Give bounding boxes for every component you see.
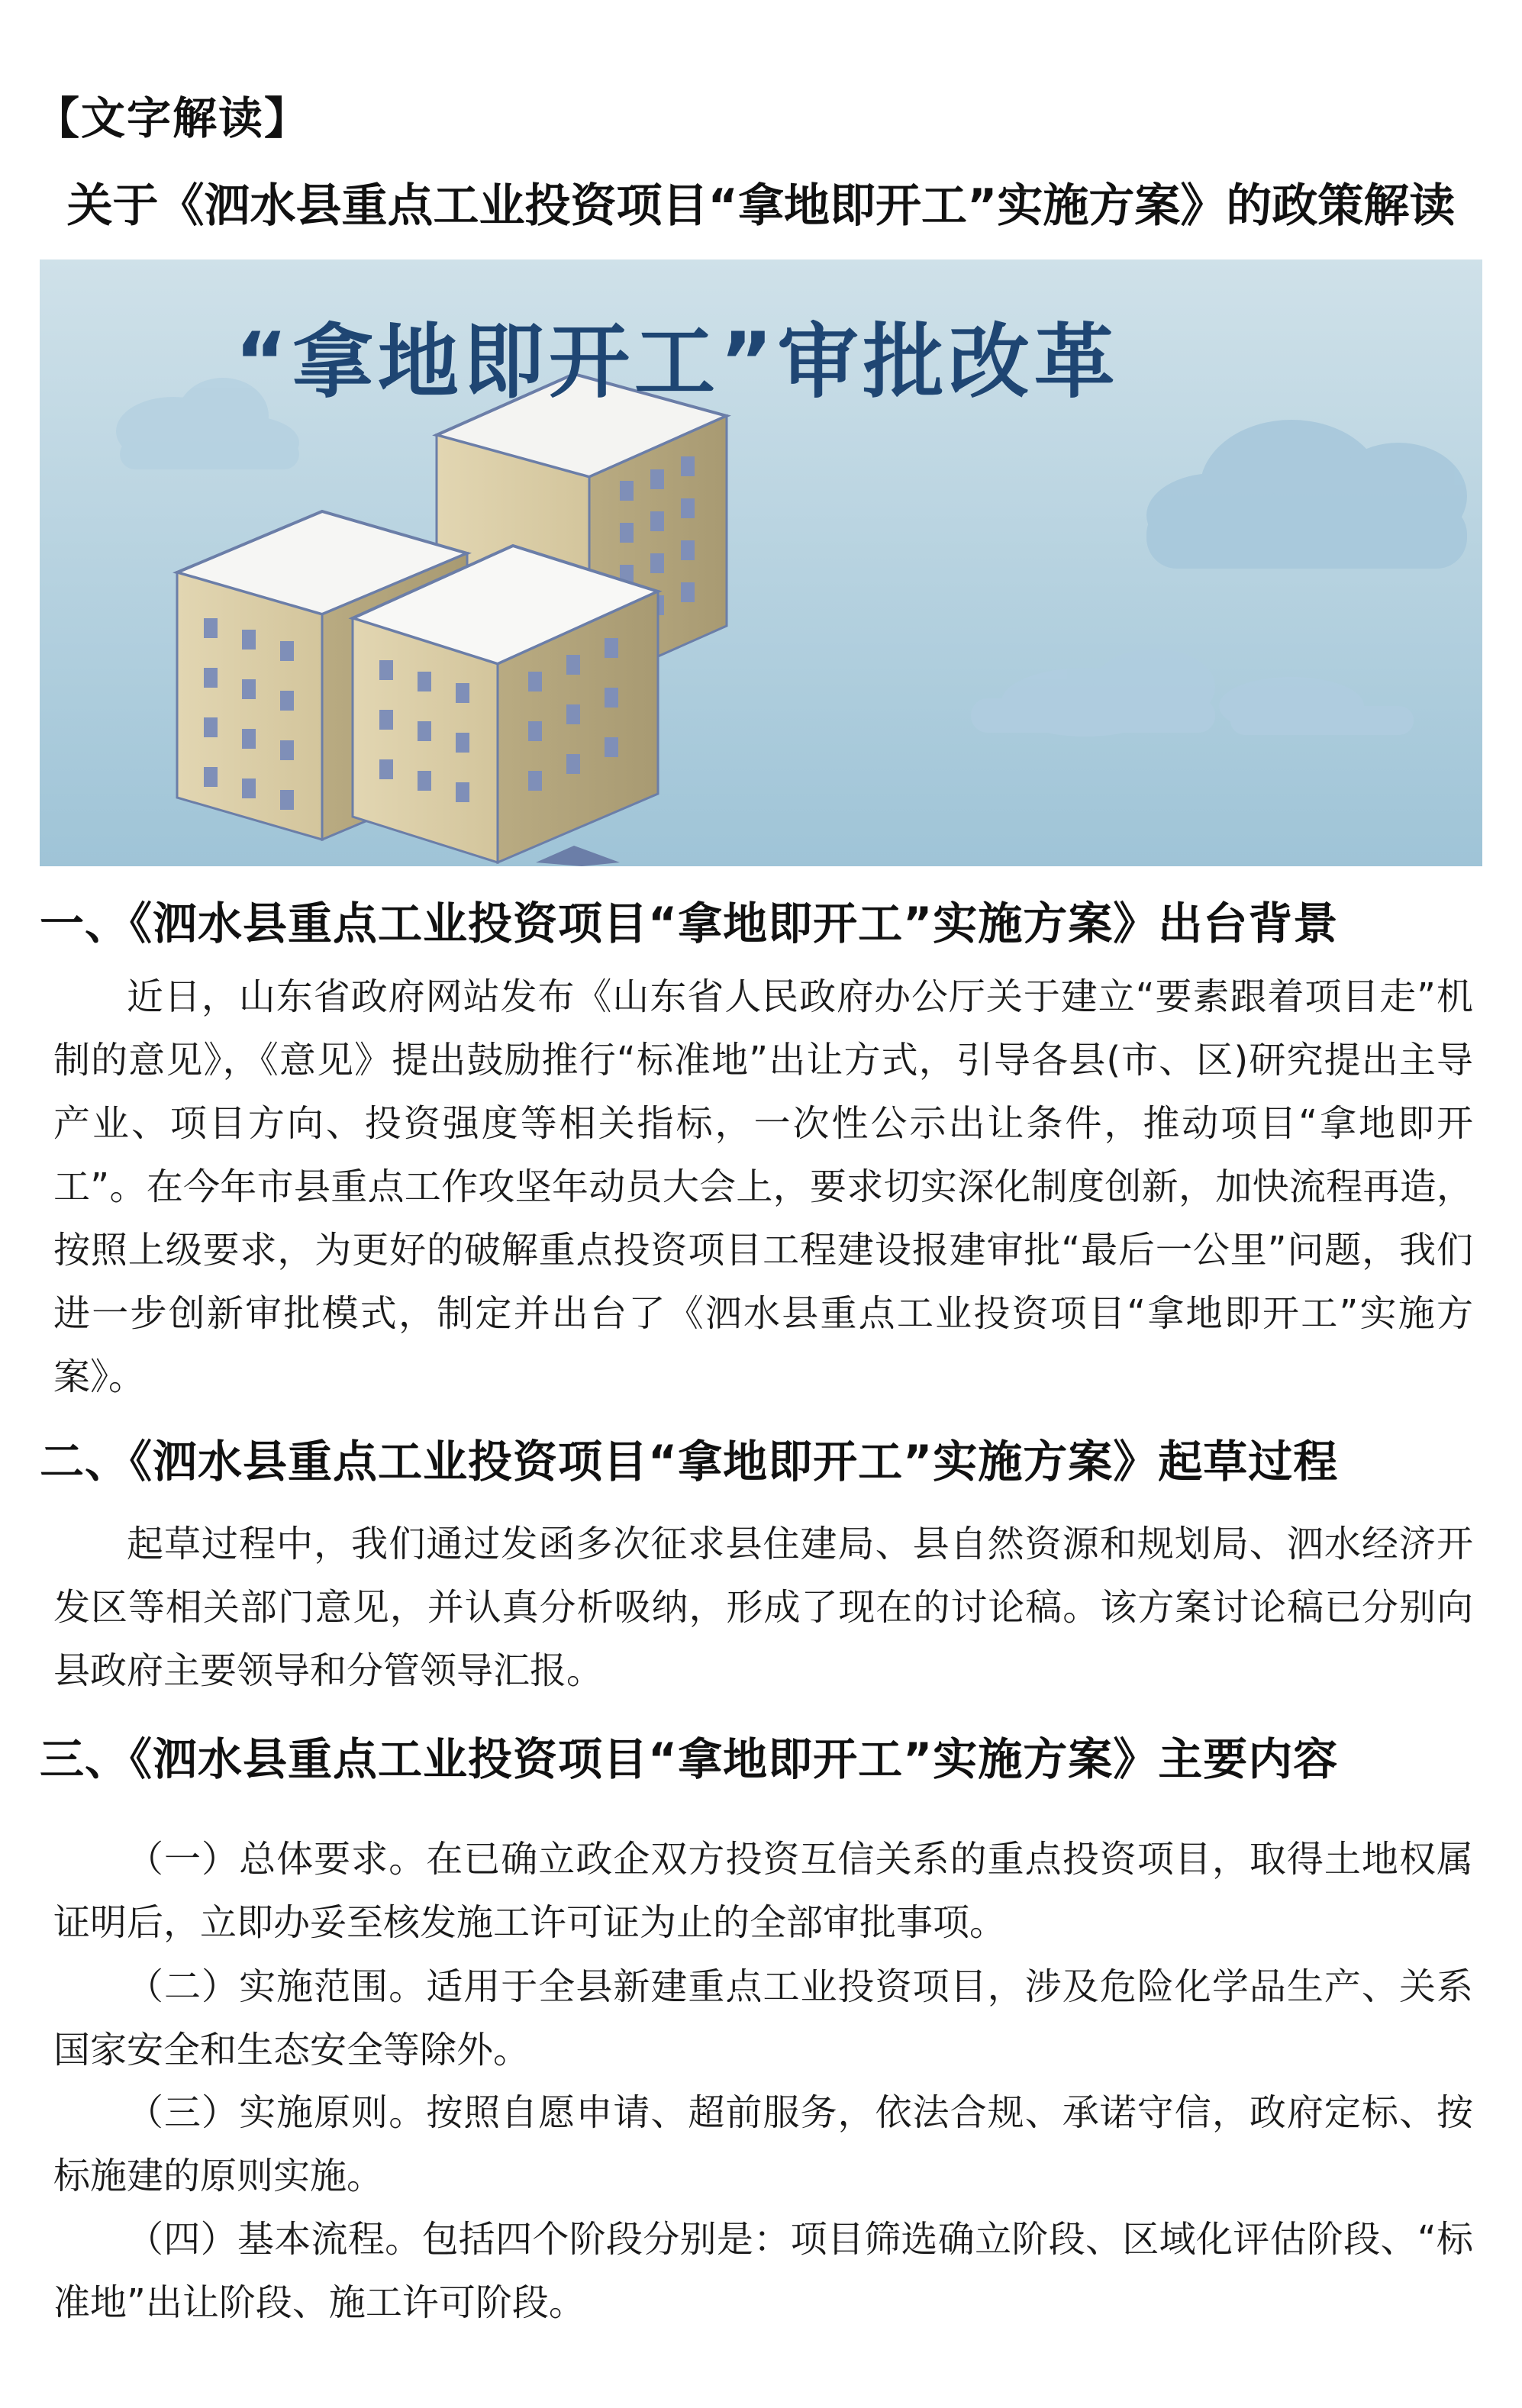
article-title: 关于《泗水县重点工业投资项目“拿地即开工”实施方案》的政策解读 (66, 179, 1456, 233)
content-item: （四）基本流程。包括四个阶段分别是：项目筛选确立阶段、区域化评估阶段、“标准地”出让阶段、施工许可阶段。 (53, 2218, 1473, 2324)
section-paragraph: 起草过程中，我们通过发函多次征求县住建局、县自然资源和规划局、泗水经济开发区等相关部门意见，并认真分析吸纳，形成了现在的讨论稿。该方案讨论稿已分别向县政府主要领导和分管领导汇报。 (53, 1523, 1473, 1692)
section-paragraph: 近日，山东省政府网站发布《山东省人民政府办公厅关于建立“要素跟着项目走”机制的意见》，《意见》提出鼓励推行“标准地”出让方式，引导各县(市、区)研究提出主导产业、项目方向、投资强度等相关指标，一次性公示出让条件，推动项目“拿地即开工”。在今年市县重点工作攻坚年动员大会上，要求切实深化制度创新，加快流程再造，按照上级要求，为更好的破解重点投资项目工程建设报建审批“最后一公里”问题，我们进一步创新审批模式，制定并出台了《泗水县重点工业投资项目“拿地即开工”实施方案》。 (53, 975, 1473, 1398)
section-heading-background: 一、《泗水县重点工业投资项目“拿地即开工”实施方案》出台背景 (40, 898, 1339, 949)
section-heading-content: 三、《泗水县重点工业投资项目“拿地即开工”实施方案》主要内容 (40, 1733, 1339, 1785)
banner-title: “拿地即开工”审批改革 (234, 315, 1120, 409)
content-item: （一）总体要求。在已确立政企双方投资互信关系的重点投资项目，取得土地权属证明后，立即办妥至核发施工许可证为止的全部审批事项。 (53, 1838, 1473, 1944)
article-tag: 【文字解读】 (35, 92, 311, 144)
content-item: （三）实施原则。按照自愿申请、超前服务，依法合规、承诺守信，政府定标、按标施建的原则实施。 (53, 2091, 1473, 2197)
content-item: （二）实施范围。适用于全县新建重点工业投资项目，涉及危险化学品生产、关系国家安全和生态安全等除外。 (53, 1965, 1473, 2071)
banner (40, 259, 1482, 866)
section-heading-drafting: 二、《泗水县重点工业投资项目“拿地即开工”实施方案》起草过程 (40, 1436, 1339, 1488)
